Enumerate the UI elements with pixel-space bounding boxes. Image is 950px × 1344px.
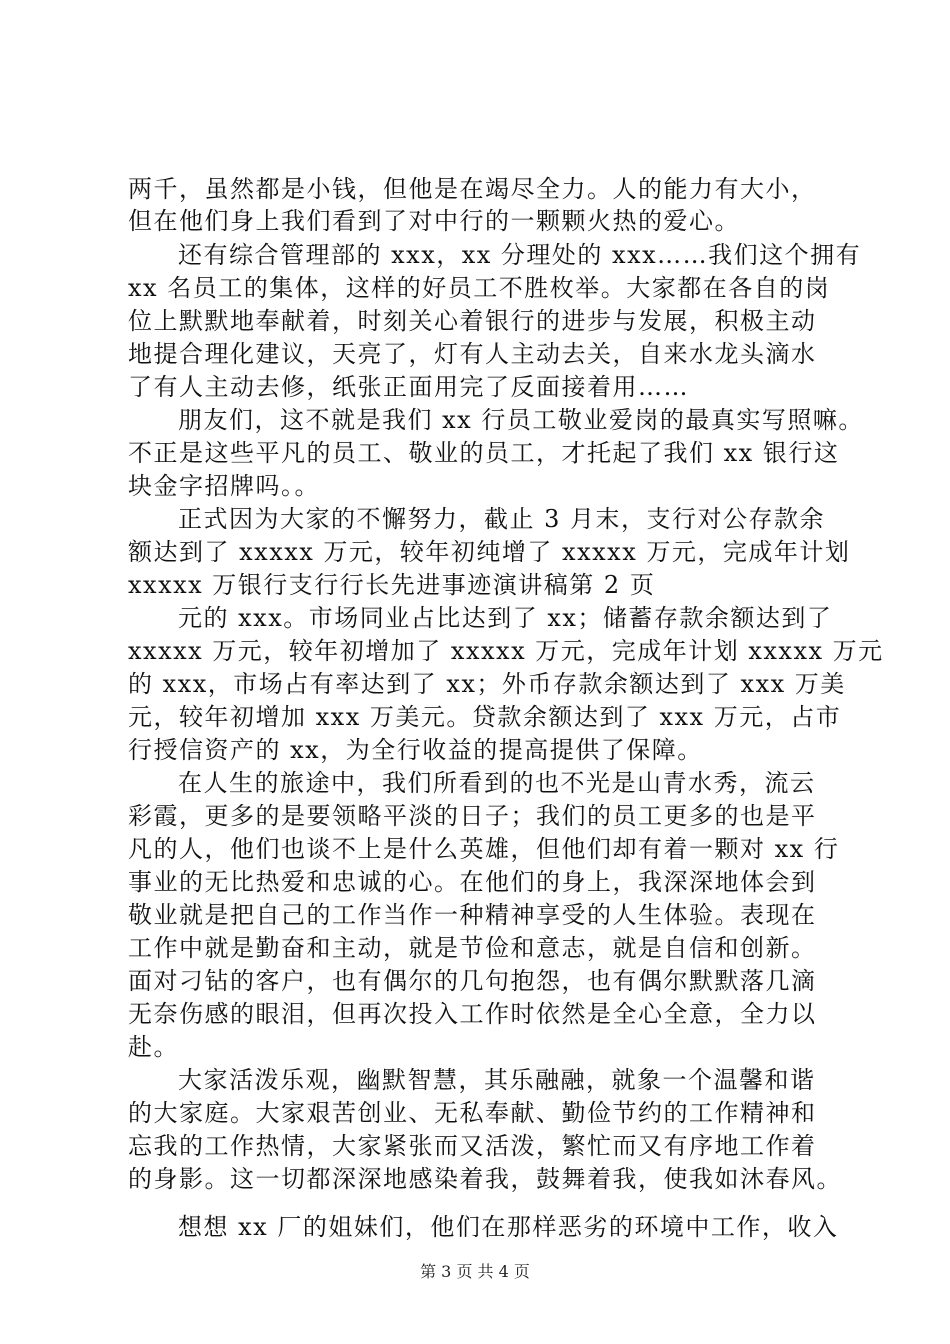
- body-line: 面对刁钻的客户，也有偶尔的几句抱怨，也有偶尔默默落几滴: [128, 967, 817, 995]
- body-line: 在人生的旅途中，我们所看到的也不光是山青水秀，流云: [178, 769, 816, 797]
- body-line: 两千，虽然都是小钱，但他是在竭尽全力。人的能力有大小，: [128, 175, 817, 203]
- body-line: 凡的人，他们也谈不上是什么英雄，但他们却有着一颗对 xx 行: [128, 835, 840, 863]
- body-line: 正式因为大家的不懈努力，截止 3 月末，支行对公存款余: [178, 505, 826, 533]
- body-line: 工作中就是勤奋和主动，就是节俭和意志，就是自信和创新。: [128, 934, 817, 962]
- body-line: 元，较年初增加 xxx 万美元。贷款余额达到了 xxx 万元，占市: [128, 703, 842, 731]
- body-line: 敬业就是把自己的工作当作一种精神享受的人生体验。表现在: [128, 901, 817, 929]
- body-line: 不正是这些平凡的员工、敬业的员工，才托起了我们 xx 银行这: [128, 439, 840, 467]
- body-line: 了有人主动去修，纸张正面用完了反面接着用……: [128, 373, 689, 401]
- body-line: 无奈伤感的眼泪，但再次投入工作时依然是全心全意，全力以: [128, 1000, 817, 1028]
- body-line: 元的 xxx。市场同业占比达到了 xx；储蓄存款余额达到了: [178, 604, 833, 632]
- body-line: 额达到了 xxxxx 万元，较年初纯增了 xxxxx 万元，完成年计划: [128, 538, 851, 566]
- body-line: xxxxx 万元，较年初增加了 xxxxx 万元，完成年计划 xxxxx 万元: [128, 637, 884, 665]
- body-line: 还有综合管理部的 xxx，xx 分理处的 xxx……我们这个拥有: [178, 241, 862, 269]
- body-line: 地提合理化建议，天亮了，灯有人主动去关，自来水龙头滴水: [128, 340, 817, 368]
- body-line: 行授信资产的 xx，为全行收益的提高提供了保障。: [128, 736, 703, 764]
- body-line: 赴。: [128, 1033, 179, 1061]
- body-line: 但在他们身上我们看到了对中行的一颗颗火热的爱心。: [128, 207, 740, 235]
- body-line: 大家活泼乐观，幽默智慧，其乐融融，就象一个温馨和谐: [178, 1066, 816, 1094]
- page-number-footer: 第 3 页 共 4 页: [420, 1262, 530, 1281]
- body-line: xxxxx 万银行支行行长先进事迹演讲稿第 2 页: [128, 571, 656, 599]
- body-line: 的大家庭。大家艰苦创业、无私奉献、勤俭节约的工作精神和: [128, 1099, 817, 1127]
- body-line: 想想 xx 厂的姐妹们，他们在那样恶劣的环境中工作，收入: [178, 1213, 839, 1241]
- body-line: 块金字招牌吗。。: [128, 472, 320, 500]
- body-line: 位上默默地奉献着，时刻关心着银行的进步与发展，积极主动: [128, 307, 817, 335]
- body-line: 忘我的工作热情，大家紧张而又活泼，繁忙而又有序地工作着: [128, 1132, 817, 1160]
- body-line: 彩霞，更多的是要领略平淡的日子；我们的员工更多的也是平: [128, 802, 817, 830]
- body-line: 朋友们，这不就是我们 xx 行员工敬业爱岗的最真实写照嘛。: [178, 406, 864, 434]
- body-line: xx 名员工的集体，这样的好员工不胜枚举。大家都在各自的岗: [128, 274, 831, 302]
- body-line: 的 xxx，市场占有率达到了 xx；外币存款余额达到了 xxx 万美: [128, 670, 846, 698]
- body-line: 事业的无比热爱和忠诚的心。在他们的身上，我深深地体会到: [128, 868, 817, 896]
- body-line: 的身影。这一切都深深地感染着我，鼓舞着我，使我如沐春风。: [128, 1165, 842, 1193]
